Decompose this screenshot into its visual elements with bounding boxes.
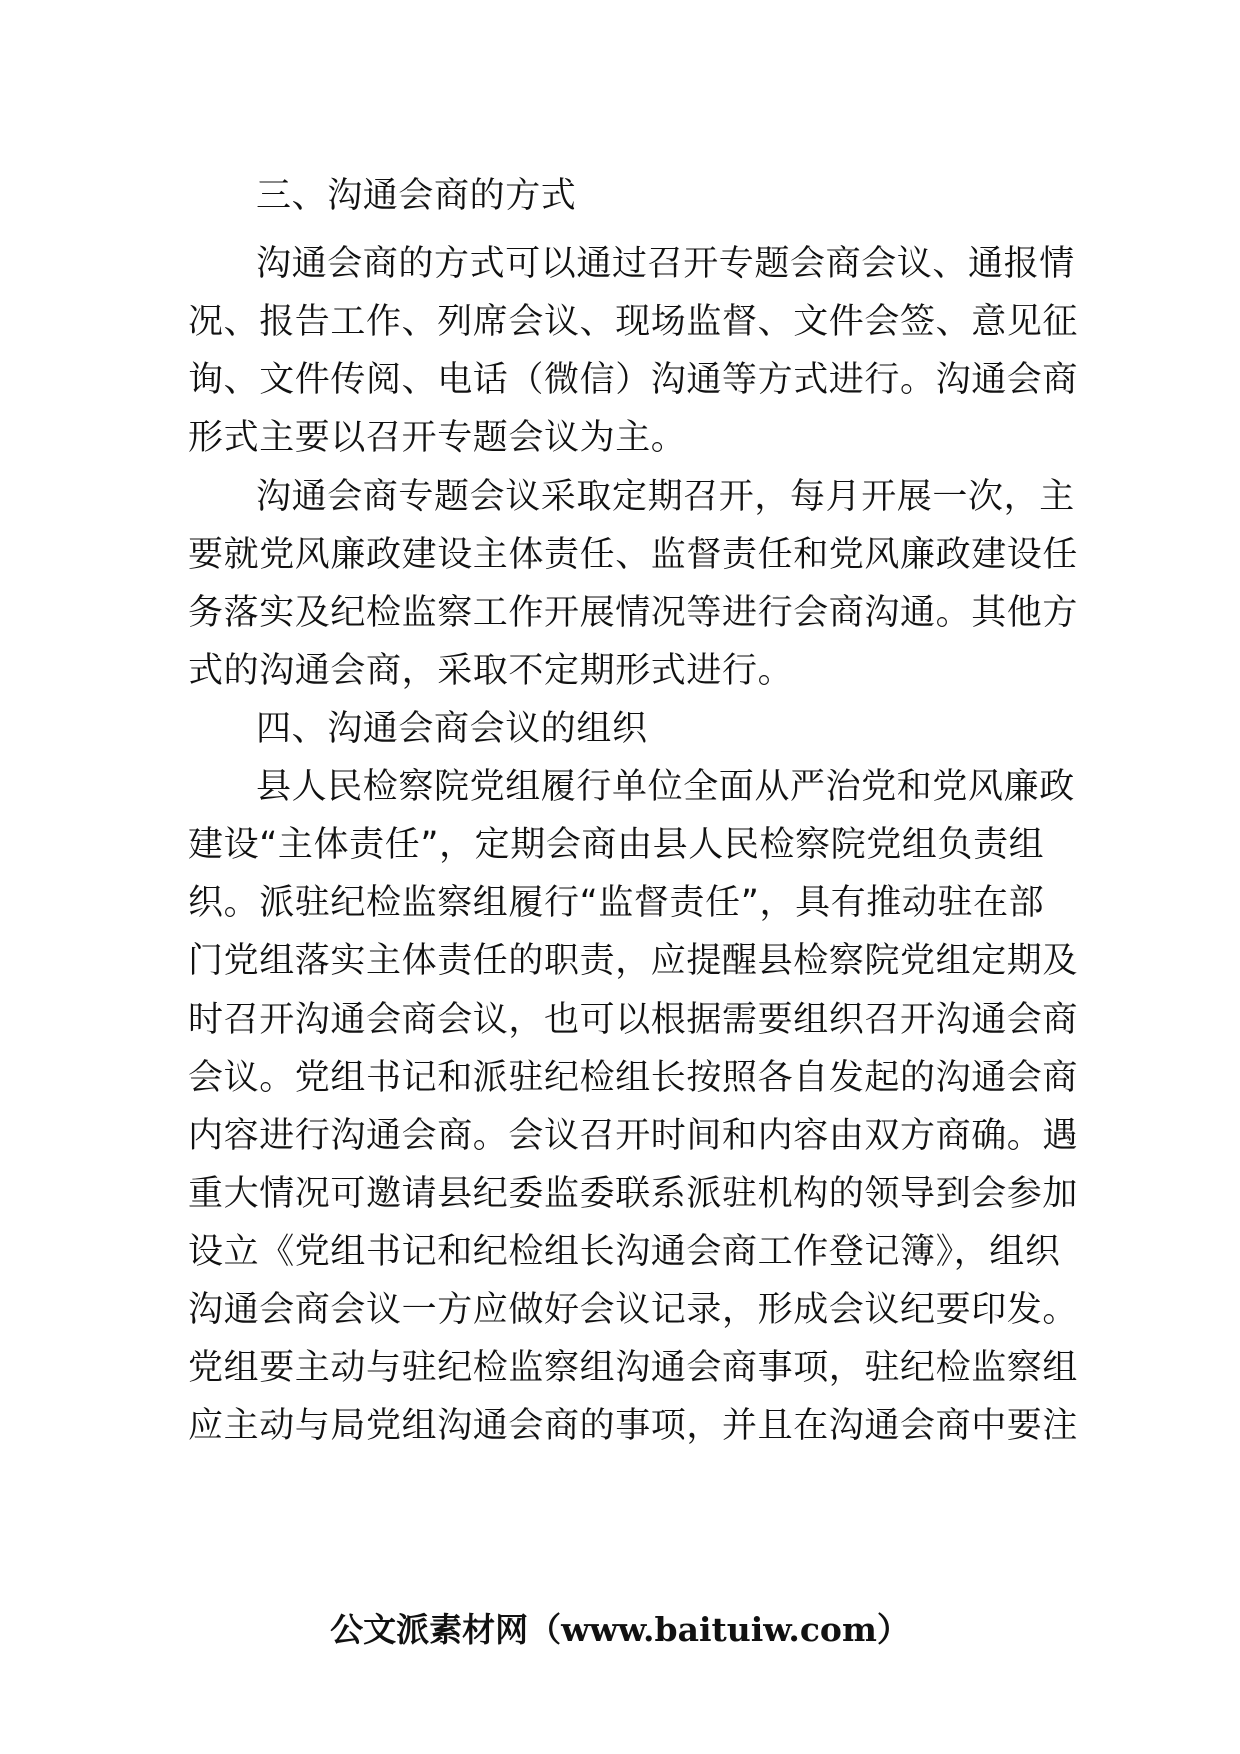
section-heading-4: 四、沟通会商会议的组织 [256,709,648,749]
paragraph-line: 会议。党组书记和派驻纪检组长按照各自发起的沟通会商 [188,1058,1079,1098]
paragraph-line: 内容进行沟通会商。会议召开时间和内容由双方商确。遇 [188,1116,1079,1156]
paragraph-line: 式的沟通会商，采取不定期形式进行。 [188,651,794,691]
paragraph-line: 应主动与局党组沟通会商的事项，并且在沟通会商中要注 [188,1406,1079,1446]
section-heading-3: 三、沟通会商的方式 [256,176,577,216]
paragraph-line: 门党组落实主体责任的职责，应提醒县检察院党组定期及 [188,941,1079,981]
paragraph-line: 沟通会商会议一方应做好会议记录，形成会议纪要印发。 [188,1290,1079,1330]
paragraph-line: 党组要主动与驻纪检监察组沟通会商事项，驻纪检监察组 [188,1348,1079,1388]
paragraph-line: 况、报告工作、列席会议、现场监督、文件会签、意见征 [188,302,1079,342]
paragraph-line: 建设“主体责任”，定期会商由县人民检察院党组负责组 [188,825,1045,865]
paragraph-line: 时召开沟通会商会议，也可以根据需要组织召开沟通会商 [188,1000,1079,1040]
paragraph-line: 设立《党组书记和纪检组长沟通会商工作登记簿》，组织 [188,1232,1061,1272]
paragraph-line: 织。派驻纪检监察组履行“监督责任”，具有推动驻在部 [188,883,1045,923]
paragraph-line: 形式主要以召开专题会议为主。 [188,418,687,458]
paragraph-line: 沟通会商的方式可以通过召开专题会商会议、通报情 [256,244,1075,284]
footer-watermark: 公文派素材网（www.baituiw.com） [330,1610,910,1649]
paragraph-line: 沟通会商专题会议采取定期召开，每月开展一次，主 [256,477,1075,517]
paragraph-line: 县人民检察院党组履行单位全面从严治党和党风廉政 [256,767,1075,807]
paragraph-line: 务落实及纪检监察工作开展情况等进行会商沟通。其他方 [188,593,1079,633]
paragraph-line: 询、文件传阅、电话（微信）沟通等方式进行。沟通会商 [188,360,1079,400]
paragraph-line: 要就党风廉政建设主体责任、监督责任和党风廉政建设任 [188,535,1079,575]
paragraph-line: 重大情况可邀请县纪委监委联系派驻机构的领导到会参加 [188,1174,1079,1214]
